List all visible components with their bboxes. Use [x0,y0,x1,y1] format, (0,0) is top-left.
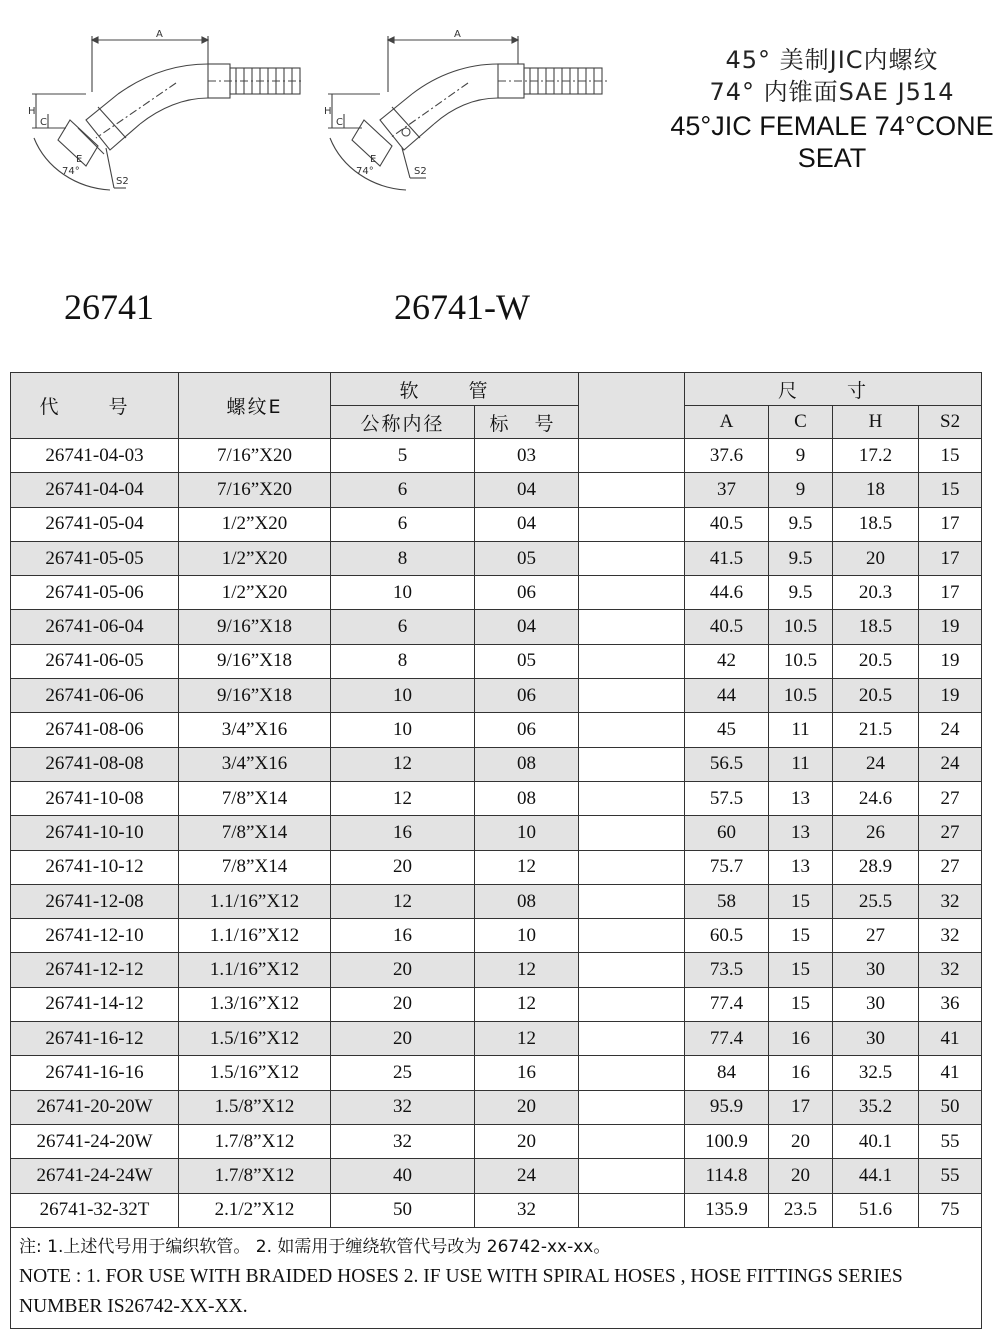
table-row [11,1022,982,1056]
cell-dim-s2: 32 [919,953,982,987]
cell-hose-dash: 03 [475,439,579,473]
cell-dim-c: 9.5 [769,507,833,541]
cell-code: 26741-05-04 [11,507,179,541]
cell-dim-s2: 75 [919,1193,982,1227]
cell-dim-s2: 27 [919,781,982,815]
cell-hose-dash: 12 [475,987,579,1021]
table-row [11,576,982,610]
cell-dim-h: 18.5 [833,610,919,644]
cell-code: 26741-12-10 [11,919,179,953]
cell-hose-nominal: 10 [331,576,475,610]
cell-dim-h: 28.9 [833,850,919,884]
cell-dim-h: 20.5 [833,679,919,713]
cell-code: 26741-10-12 [11,850,179,884]
cell-dim-s2: 27 [919,816,982,850]
table-row [11,884,982,918]
cell-dim-c: 13 [769,850,833,884]
cell-blank [579,747,685,781]
note-en: NOTE : 1. FOR USE WITH BRAIDED HOSES 2. IF USE WITH SPIRAL HOSES , HOSE FITTINGS SERIES NUMBER IS26742-XX-XX. [19,1265,903,1317]
cell-hose-dash: 06 [475,713,579,747]
cell-blank [579,1056,685,1090]
cell-dim-s2: 41 [919,1056,982,1090]
cell-thread: 1.1/16”X12 [179,953,331,987]
table-row [11,953,982,987]
cell-code: 26741-14-12 [11,987,179,1021]
cell-hose-dash: 08 [475,884,579,918]
cell-hose-nominal: 32 [331,1124,475,1158]
cell-dim-c: 15 [769,919,833,953]
cell-dim-c: 23.5 [769,1193,833,1227]
table-row [11,473,982,507]
cell-code: 26741-20-20W [11,1090,179,1124]
cell-dim-c: 15 [769,987,833,1021]
dim-label-e: E [370,154,377,165]
cell-dim-a: 37.6 [685,439,769,473]
cell-thread: 9/16”X18 [179,610,331,644]
cell-code: 26741-10-10 [11,816,179,850]
cell-blank [579,1090,685,1124]
header-code: 代 号 [11,373,179,439]
cell-code: 26741-04-03 [11,439,179,473]
header-hose-dash: 标 号 [475,406,579,439]
cell-thread: 7/8”X14 [179,781,331,815]
cell-dim-s2: 24 [919,713,982,747]
cell-dim-c: 13 [769,816,833,850]
title-cn-line-2: 74° 内锥面SAE J514 [709,78,955,106]
cell-hose-dash: 05 [475,541,579,575]
fitting-drawing-26741-w [322,28,612,198]
table-row [11,1193,982,1227]
cell-blank [579,884,685,918]
cell-dim-s2: 17 [919,507,982,541]
dim-label-a: A [454,29,461,40]
cell-dim-a: 41.5 [685,541,769,575]
table-row [11,679,982,713]
cell-hose-dash: 20 [475,1090,579,1124]
cell-dim-c: 10.5 [769,644,833,678]
cell-hose-nominal: 12 [331,747,475,781]
table-row [11,1056,982,1090]
cell-dim-c: 20 [769,1159,833,1193]
cell-dim-c: 13 [769,781,833,815]
cell-dim-h: 18.5 [833,507,919,541]
cell-dim-s2: 19 [919,610,982,644]
cell-thread: 1.5/16”X12 [179,1022,331,1056]
cell-code: 26741-06-04 [11,610,179,644]
note-cn: 注: 1.上述代号用于编织软管。 2. 如需用于缠绕软管代号改为 26742-xx-xx。 [19,1236,611,1257]
cell-dim-a: 40.5 [685,610,769,644]
cell-dim-a: 77.4 [685,1022,769,1056]
table-row [11,850,982,884]
cell-hose-nominal: 5 [331,439,475,473]
cell-dim-a: 44 [685,679,769,713]
cell-dim-h: 30 [833,1022,919,1056]
cell-hose-nominal: 20 [331,1022,475,1056]
cell-dim-c: 16 [769,1056,833,1090]
cell-code: 26741-16-12 [11,1022,179,1056]
cell-dim-s2: 17 [919,541,982,575]
cell-dim-s2: 55 [919,1159,982,1193]
dim-label-h: H [28,106,36,117]
cell-dim-c: 9.5 [769,576,833,610]
cell-blank [579,919,685,953]
cell-dim-a: 40.5 [685,507,769,541]
cell-dim-a: 77.4 [685,987,769,1021]
header-blank [579,373,685,439]
cell-dim-s2: 41 [919,1022,982,1056]
cell-dim-s2: 36 [919,987,982,1021]
product-title [664,44,1000,174]
cell-blank [579,781,685,815]
cell-dim-a: 73.5 [685,953,769,987]
cell-dim-h: 30 [833,987,919,1021]
cell-blank [579,610,685,644]
spec-table-body [11,439,982,1228]
cell-hose-dash: 32 [475,1193,579,1227]
cell-code: 26741-08-08 [11,747,179,781]
cell-hose-nominal: 32 [331,1090,475,1124]
cell-dim-h: 25.5 [833,884,919,918]
cell-hose-nominal: 10 [331,713,475,747]
cell-dim-a: 60.5 [685,919,769,953]
cell-dim-h: 35.2 [833,1090,919,1124]
cell-thread: 3/4”X16 [179,747,331,781]
cell-hose-dash: 04 [475,610,579,644]
cell-hose-dash: 04 [475,473,579,507]
cell-hose-dash: 12 [475,1022,579,1056]
table-row [11,987,982,1021]
header-hose: 软 管 [331,373,579,406]
cell-dim-h: 51.6 [833,1193,919,1227]
cell-thread: 1/2”X20 [179,507,331,541]
cell-thread: 7/8”X14 [179,816,331,850]
header-dimensions: 尺 寸 [685,373,982,406]
model-number-standard: 26741 [64,287,154,327]
cell-code: 26741-04-04 [11,473,179,507]
cell-code: 26741-06-06 [11,679,179,713]
cell-thread: 1.7/8”X12 [179,1124,331,1158]
cell-dim-s2: 24 [919,747,982,781]
cell-dim-c: 9 [769,439,833,473]
cell-thread: 1/2”X20 [179,576,331,610]
dim-label-h: H [324,106,332,117]
cell-dim-h: 20 [833,541,919,575]
cell-dim-c: 9 [769,473,833,507]
table-row [11,713,982,747]
cell-hose-nominal: 8 [331,644,475,678]
cell-code: 26741-05-05 [11,541,179,575]
cell-code: 26741-12-12 [11,953,179,987]
cell-dim-a: 58 [685,884,769,918]
fitting-drawing-26741 [26,28,308,198]
cell-hose-nominal: 25 [331,1056,475,1090]
cell-dim-a: 135.9 [685,1193,769,1227]
cell-blank [579,576,685,610]
cell-code: 26741-05-06 [11,576,179,610]
cell-hose-dash: 20 [475,1124,579,1158]
cell-dim-a: 57.5 [685,781,769,815]
cell-hose-dash: 10 [475,816,579,850]
table-row [11,747,982,781]
table-row [11,816,982,850]
cell-dim-a: 75.7 [685,850,769,884]
cell-dim-h: 44.1 [833,1159,919,1193]
cell-code: 26741-24-24W [11,1159,179,1193]
cell-thread: 7/8”X14 [179,850,331,884]
cell-blank [579,850,685,884]
cell-hose-nominal: 12 [331,781,475,815]
cell-dim-c: 10.5 [769,679,833,713]
cell-dim-s2: 19 [919,679,982,713]
cell-hose-nominal: 10 [331,679,475,713]
notes-cell [11,1227,982,1328]
cell-dim-s2: 32 [919,919,982,953]
cell-dim-s2: 17 [919,576,982,610]
cell-hose-dash: 08 [475,747,579,781]
cell-dim-s2: 15 [919,439,982,473]
dim-label-c: C [40,117,47,128]
table-row [11,507,982,541]
cell-hose-nominal: 12 [331,884,475,918]
cell-dim-a: 42 [685,644,769,678]
cell-thread: 1.3/16”X12 [179,987,331,1021]
cell-blank [579,816,685,850]
table-row [11,1090,982,1124]
cell-blank [579,953,685,987]
cell-dim-a: 84 [685,1056,769,1090]
table-row [11,541,982,575]
cell-dim-h: 24 [833,747,919,781]
cell-dim-a: 45 [685,713,769,747]
cell-dim-a: 100.9 [685,1124,769,1158]
cell-dim-h: 17.2 [833,439,919,473]
cell-blank [579,473,685,507]
cell-dim-c: 15 [769,953,833,987]
cell-dim-h: 21.5 [833,713,919,747]
cell-blank [579,1159,685,1193]
cell-code: 26741-32-32T [11,1193,179,1227]
cell-hose-dash: 04 [475,507,579,541]
cell-code: 26741-10-08 [11,781,179,815]
cell-code: 26741-16-16 [11,1056,179,1090]
header-dim-h: H [833,406,919,439]
cell-hose-nominal: 6 [331,473,475,507]
cell-dim-s2: 55 [919,1124,982,1158]
cell-dim-h: 20.3 [833,576,919,610]
cell-blank [579,987,685,1021]
cell-hose-dash: 05 [475,644,579,678]
cell-blank [579,1022,685,1056]
header-dim-a: A [685,406,769,439]
cell-hose-nominal: 20 [331,953,475,987]
cell-dim-c: 10.5 [769,610,833,644]
cell-thread: 9/16”X18 [179,679,331,713]
cell-code: 26741-12-08 [11,884,179,918]
title-en-line-1: 45°JIC FEMALE 74°CONE [670,111,994,141]
cell-dim-h: 30 [833,953,919,987]
cell-hose-nominal: 16 [331,816,475,850]
cell-dim-h: 20.5 [833,644,919,678]
dim-label-angle: 74° [62,166,80,177]
cell-blank [579,713,685,747]
cell-blank [579,439,685,473]
cell-code: 26741-24-20W [11,1124,179,1158]
cell-hose-nominal: 8 [331,541,475,575]
cell-hose-dash: 06 [475,576,579,610]
title-en-line-2: SEAT [797,143,867,173]
table-row [11,439,982,473]
header-hose-nominal: 公称内径 [331,406,475,439]
cell-hose-nominal: 16 [331,919,475,953]
cell-hose-dash: 24 [475,1159,579,1193]
cell-dim-a: 44.6 [685,576,769,610]
cell-hose-nominal: 6 [331,507,475,541]
cell-dim-c: 20 [769,1124,833,1158]
cell-dim-a: 37 [685,473,769,507]
cell-blank [579,507,685,541]
cell-thread: 1/2”X20 [179,541,331,575]
header-dim-s2: S2 [919,406,982,439]
cell-dim-h: 18 [833,473,919,507]
table-row [11,610,982,644]
cell-code: 26741-08-06 [11,713,179,747]
dim-label-a: A [156,29,163,40]
cell-blank [579,1124,685,1158]
table-row [11,1124,982,1158]
cell-code: 26741-06-05 [11,644,179,678]
cell-thread: 1.5/8”X12 [179,1090,331,1124]
cell-dim-c: 11 [769,747,833,781]
cell-blank [579,679,685,713]
cell-dim-a: 114.8 [685,1159,769,1193]
dim-label-s2: S2 [414,166,427,177]
cell-dim-h: 40.1 [833,1124,919,1158]
cell-blank [579,644,685,678]
cell-dim-s2: 27 [919,850,982,884]
table-row [11,644,982,678]
cell-dim-s2: 15 [919,473,982,507]
cell-dim-h: 27 [833,919,919,953]
cell-dim-c: 11 [769,713,833,747]
cell-dim-s2: 19 [919,644,982,678]
cell-dim-c: 9.5 [769,541,833,575]
cell-hose-nominal: 50 [331,1193,475,1227]
cell-thread: 1.7/8”X12 [179,1159,331,1193]
cell-dim-h: 26 [833,816,919,850]
table-row [11,1159,982,1193]
table-row [11,919,982,953]
cell-thread: 7/16”X20 [179,439,331,473]
spec-table [10,372,982,1329]
cell-dim-h: 24.6 [833,781,919,815]
cell-hose-dash: 12 [475,850,579,884]
header-thread: 螺纹E [179,373,331,439]
cell-dim-c: 15 [769,884,833,918]
cell-hose-nominal: 40 [331,1159,475,1193]
title-cn-line-1: 45° 美制JIC内螺纹 [725,46,939,74]
cell-thread: 7/16”X20 [179,473,331,507]
cell-thread: 1.5/16”X12 [179,1056,331,1090]
cell-dim-h: 32.5 [833,1056,919,1090]
cell-blank [579,541,685,575]
cell-thread: 1.1/16”X12 [179,884,331,918]
cell-hose-dash: 10 [475,919,579,953]
cell-hose-nominal: 20 [331,850,475,884]
cell-thread: 2.1/2”X12 [179,1193,331,1227]
dim-label-angle: 74° [356,166,374,177]
dim-label-s2: S2 [116,176,129,187]
cell-dim-s2: 50 [919,1090,982,1124]
cell-thread: 9/16”X18 [179,644,331,678]
cell-dim-s2: 32 [919,884,982,918]
cell-dim-a: 95.9 [685,1090,769,1124]
cell-dim-c: 16 [769,1022,833,1056]
cell-hose-nominal: 20 [331,987,475,1021]
model-number-w: 26741-W [394,287,530,327]
header-dim-c: C [769,406,833,439]
cell-thread: 3/4”X16 [179,713,331,747]
cell-hose-dash: 06 [475,679,579,713]
table-row [11,781,982,815]
cell-dim-c: 17 [769,1090,833,1124]
cell-blank [579,1193,685,1227]
cell-hose-dash: 16 [475,1056,579,1090]
cell-dim-a: 56.5 [685,747,769,781]
dim-label-e: E [76,154,83,165]
cell-hose-nominal: 6 [331,610,475,644]
cell-hose-dash: 08 [475,781,579,815]
cell-hose-dash: 12 [475,953,579,987]
cell-dim-a: 60 [685,816,769,850]
dim-label-c: C [336,117,343,128]
cell-thread: 1.1/16”X12 [179,919,331,953]
